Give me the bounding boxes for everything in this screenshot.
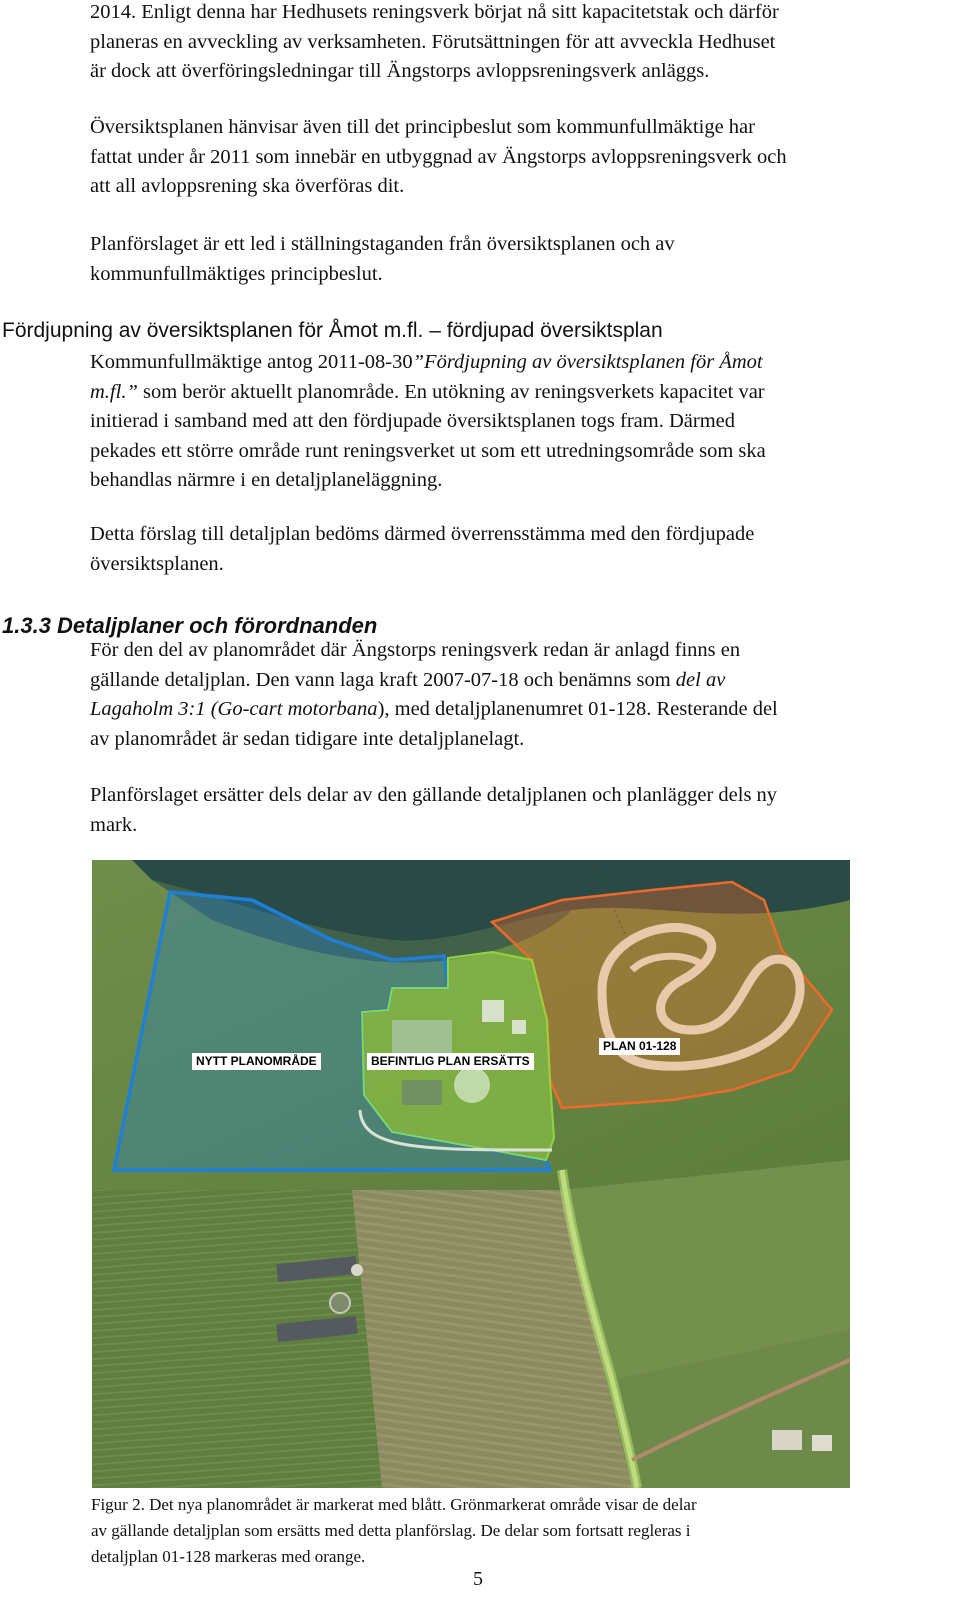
label-plan-01-128: PLAN 01-128 [599, 1038, 680, 1055]
plant-structure [482, 1000, 504, 1022]
text-line: Planförslaget ersätter dels delar av den gällande detaljplanen och planlägger dels ny [90, 784, 778, 806]
text-line: som berör aktuellt planområde. En utökning av reningsverkets kapacitet var [137, 380, 765, 403]
document-title: ”Fördjupning av översiktsplanen för Åmot [412, 351, 763, 373]
plant-structure [512, 1020, 526, 1034]
field [92, 1190, 392, 1488]
plant-basin [454, 1067, 490, 1103]
text-line: ), med detaljplanenumret 01-128. Resterande del [377, 698, 778, 720]
document-title: m.fl.” [90, 380, 138, 403]
text-line: Planförslaget är ett led i ställningstaganden från översiktsplanen och av [90, 233, 675, 255]
text-line: av planområdet är sedan tidigare inte detaljplanelagt. [90, 727, 525, 750]
aerial-map-figure [92, 860, 850, 1488]
detailplan-paragraph [90, 636, 950, 754]
text-line: För den del av planområdet där Ängstorps reningsverk redan är anlagd finns en [90, 639, 741, 661]
text-line: pekades ett större område runt reningsverket ut som ett utredningsområde som ska [90, 439, 766, 462]
plan-name: Lagaholm 3:1 (Go-cart motorbana [90, 698, 378, 720]
label-new-plan-area: NYTT PLANOMRÅDE [192, 1053, 321, 1070]
replacement-paragraph [90, 781, 950, 840]
plan-name: del av [675, 668, 726, 691]
text-line: 2014. Enligt denna har Hedhusets reningsverk börjat nå sitt kapacitetstak och därför [90, 1, 779, 23]
page-number: 5 [473, 1568, 483, 1590]
text-line: Detta förslag till detaljplan bedöms därmed överrensstämma med den fördjupade [90, 523, 755, 545]
house [772, 1430, 802, 1450]
text-line: att all avloppsrening ska överföras dit. [90, 175, 405, 197]
fop-conclusion-paragraph [90, 520, 950, 579]
silo [351, 1264, 363, 1276]
principle-paragraph [90, 113, 950, 202]
intro-paragraph [90, 0, 950, 87]
text-line: gällande detaljplan. Den vann laga kraft 2007-07-18 och benämns som [90, 668, 676, 691]
plan-proposal-paragraph [90, 230, 950, 289]
text-line: behandlas närmre i en detaljplaneläggning. [90, 469, 443, 491]
section-heading: 1.3.3 Detaljplaner och förordnanden [2, 613, 378, 638]
text-line: Kommunfullmäktige antog 2011-08-30 [90, 351, 413, 373]
caption-line: av gällande detaljplan som ersätts med detta planförslag. De delar som fortsatt regleras i [91, 1521, 691, 1540]
text-line: kommunfullmäktiges principbeslut. [90, 262, 383, 285]
plant-structure [402, 1080, 442, 1105]
text-line: fattat under år 2011 som innebär en utbyggnad av Ängstorps avloppsreningsverk och [90, 145, 787, 168]
text-line: översiktsplanen. [90, 552, 224, 575]
aerial-map-image [92, 860, 850, 1488]
text-line: initierad i samband med att den fördjupade översiktsplanen togs fram. Därmed [90, 410, 735, 432]
text-line: är dock att överföringsledningar till Ängstorps avloppsreningsverk anläggs. [90, 60, 710, 82]
text-line: mark. [90, 813, 138, 836]
house [812, 1435, 832, 1451]
silo [330, 1293, 350, 1313]
caption-line: Figur 2. Det nya planområdet är markerat med blått. Grönmarkerat område visar de delar [91, 1495, 697, 1514]
figure-caption [91, 1492, 951, 1570]
text-line: planeras en avveckling av verksamheten. Förutsättningen för att avveckla Hedhuset [90, 30, 776, 53]
fop-paragraph [90, 348, 950, 496]
caption-line: detaljplan 01-128 markeras med orange. [91, 1547, 366, 1566]
text-line: Översiktsplanen hänvisar även till det principbeslut som kommunfullmäktige har [90, 116, 755, 138]
subheading: Fördjupning av översiktsplanen för Åmot m.fl. – fördjupad översiktsplan [2, 319, 663, 342]
label-replaced-plan: BEFINTLIG PLAN ERSÄTTS [367, 1053, 534, 1070]
